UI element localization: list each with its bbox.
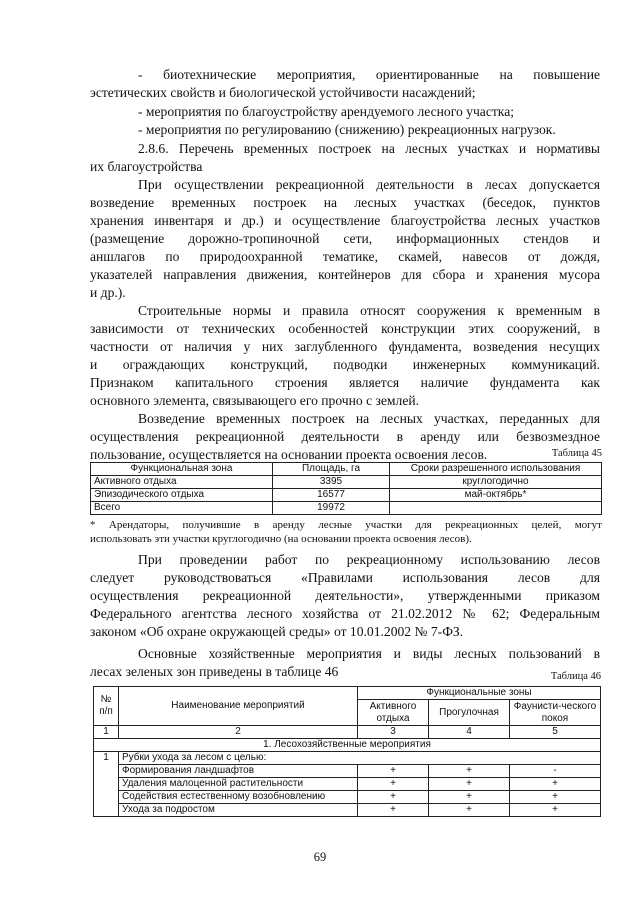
table-header-row	[91, 463, 602, 476]
paragraph-line: - мероприятия по благоустройству арендуемого лесного участка;	[138, 104, 515, 119]
paragraph-line: законом «Об охране окружающей среды» от 10.01.2002 № 7-ФЗ.	[90, 624, 464, 639]
table-cell: 1	[94, 726, 119, 739]
table-cell	[390, 502, 602, 515]
table-cell: -	[510, 765, 601, 778]
paragraph-line: (размещение дорожно-тропиночной сети, информационных стендов и	[90, 231, 600, 246]
table-cell: Ухода за подростом	[119, 804, 358, 817]
paragraph-line: аншлагов по природоохранной тематике, скамей, навесов от дождя,	[90, 249, 600, 264]
table-cell: +	[429, 765, 510, 778]
paragraph-line: осуществления рекреационной деятельности в аренду или безвозмездное	[90, 429, 600, 444]
paragraph-line: следует руководствоваться «Правилами использования лесов для	[90, 570, 600, 585]
paragraph-line: зависимости от технических особенностей конструкции этих сооружений, в	[90, 321, 600, 336]
table-row	[94, 804, 601, 817]
paragraph-line: Строительные нормы и правила относят сооружения к временным в	[138, 303, 600, 318]
table-section-cell: 1. Лесохозяйственные мероприятия	[94, 739, 601, 752]
table45-footnote: * Арендаторы, получившие в аренду лесные участки для рекреационных целей, могут	[90, 519, 602, 531]
table46-caption: Таблица 46	[550, 671, 601, 682]
table-cell: +	[429, 778, 510, 791]
table-header-cell: № п/п	[94, 687, 119, 726]
table45-footnote: использовать эти участки круглогодично (на основании проекта освоения лесов).	[90, 533, 472, 545]
table-header-cell: Наименование мероприятий	[119, 687, 358, 726]
section-heading: их благоустройства	[90, 159, 203, 174]
page-number: 69	[313, 850, 327, 864]
table-header-cell: Функциональная зона	[91, 463, 273, 476]
table-row	[94, 739, 601, 752]
paragraph-line: При осуществлении рекреационной деятельности в лесах допускается	[138, 177, 600, 192]
table-cell: Содействия естественному возобновлению	[119, 791, 358, 804]
table-cell: 2	[119, 726, 358, 739]
paragraph-line: возведение временных построек на лесных участках (беседок, пунктов	[90, 195, 600, 210]
paragraph-line: - биотехнические мероприятия, ориентированные на повышение	[138, 67, 600, 82]
paragraph-line: основного элемента, связывающего его прочно с землей.	[90, 393, 420, 408]
table-cell: Эпизодического отдыха	[91, 489, 273, 502]
table-header-cell: Сроки разрешенного использования	[390, 463, 602, 476]
table-cell: Формирования ландшафтов	[119, 765, 358, 778]
table-header-cell: Фаунисти-ческого покоя	[510, 700, 601, 726]
table-cell: май-октябрь*	[390, 489, 602, 502]
table-cell: +	[429, 791, 510, 804]
table-cell: +	[510, 778, 601, 791]
table-cell: 1	[94, 752, 119, 817]
table-row	[94, 726, 601, 739]
paragraph-line: При проведении работ по рекреационному использованию лесов	[138, 552, 600, 567]
table-header-row	[94, 687, 601, 700]
table-row	[94, 765, 601, 778]
table-cell: +	[358, 778, 429, 791]
table-header-cell: Активного отдыха	[358, 700, 429, 726]
paragraph-line: Возведение временных построек на лесных участках, переданных для	[138, 411, 600, 426]
table-cell: Удаления малоценной растительности	[119, 778, 358, 791]
table-cell: +	[510, 804, 601, 817]
table-cell: +	[358, 804, 429, 817]
table46	[93, 686, 601, 817]
table-row	[94, 791, 601, 804]
table-cell: +	[358, 791, 429, 804]
table-row	[91, 476, 602, 489]
table-cell: 3	[358, 726, 429, 739]
table-row	[94, 752, 601, 765]
paragraph-line: частности от наличия у них заглубленного фундамента, возведения несущих	[90, 339, 600, 354]
paragraph-line: эстетических свойств и биологической устойчивости насаждений;	[90, 85, 476, 100]
paragraph-line: лесах зеленых зон приведены в таблице 46	[90, 664, 339, 679]
table-cell: 5	[510, 726, 601, 739]
table-header-cell: Прогулочная	[429, 700, 510, 726]
table-row	[91, 502, 602, 515]
table-header-cell: Функциональные зоны	[358, 687, 601, 700]
paragraph-line: указателей направления движения, контейнеров для сбора и хранения мусора	[90, 267, 600, 282]
paragraph-line: и ограждающих конструкций, подводки инженерных коммуникаций.	[90, 357, 600, 372]
paragraph-line: Федерального агентства лесного хозяйства от 21.02.2012 № 62; Федеральным	[90, 606, 600, 621]
paragraph-line: Признаком капитального строения является наличие фундамента как	[90, 375, 600, 390]
table-cell: +	[510, 791, 601, 804]
table-cell: Всего	[91, 502, 273, 515]
table-cell: 19972	[273, 502, 390, 515]
table-cell: 3395	[273, 476, 390, 489]
table-cell: +	[358, 765, 429, 778]
table45	[90, 462, 602, 515]
table45-caption: Таблица 45	[551, 448, 602, 459]
paragraph-line: - мероприятия по регулированию (снижению) рекреационных нагрузок.	[138, 122, 556, 137]
section-heading: 2.8.6. Перечень временных построек на лесных участках и нормативы	[138, 141, 600, 156]
table-row	[91, 489, 602, 502]
table-cell: Рубки ухода за лесом с целью:	[119, 752, 601, 765]
table-cell: 16577	[273, 489, 390, 502]
paragraph-line: хранения инвентаря и др.) и осуществление благоустройства лесных участков	[90, 213, 600, 228]
table-cell: +	[429, 804, 510, 817]
paragraph-line: и др.).	[90, 285, 126, 300]
table-cell: Активного отдыха	[91, 476, 273, 489]
paragraph-line: пользование, осуществляется на основании проекта освоения лесов.	[90, 447, 488, 462]
table-row	[94, 778, 601, 791]
table-cell: круглогодично	[390, 476, 602, 489]
table-cell: 4	[429, 726, 510, 739]
table-header-cell: Площадь, га	[273, 463, 390, 476]
paragraph-line: Основные хозяйственные мероприятия и виды лесных пользований в	[138, 646, 600, 661]
paragraph-line: осуществления рекреационной деятельности», утвержденными приказом	[90, 588, 600, 603]
